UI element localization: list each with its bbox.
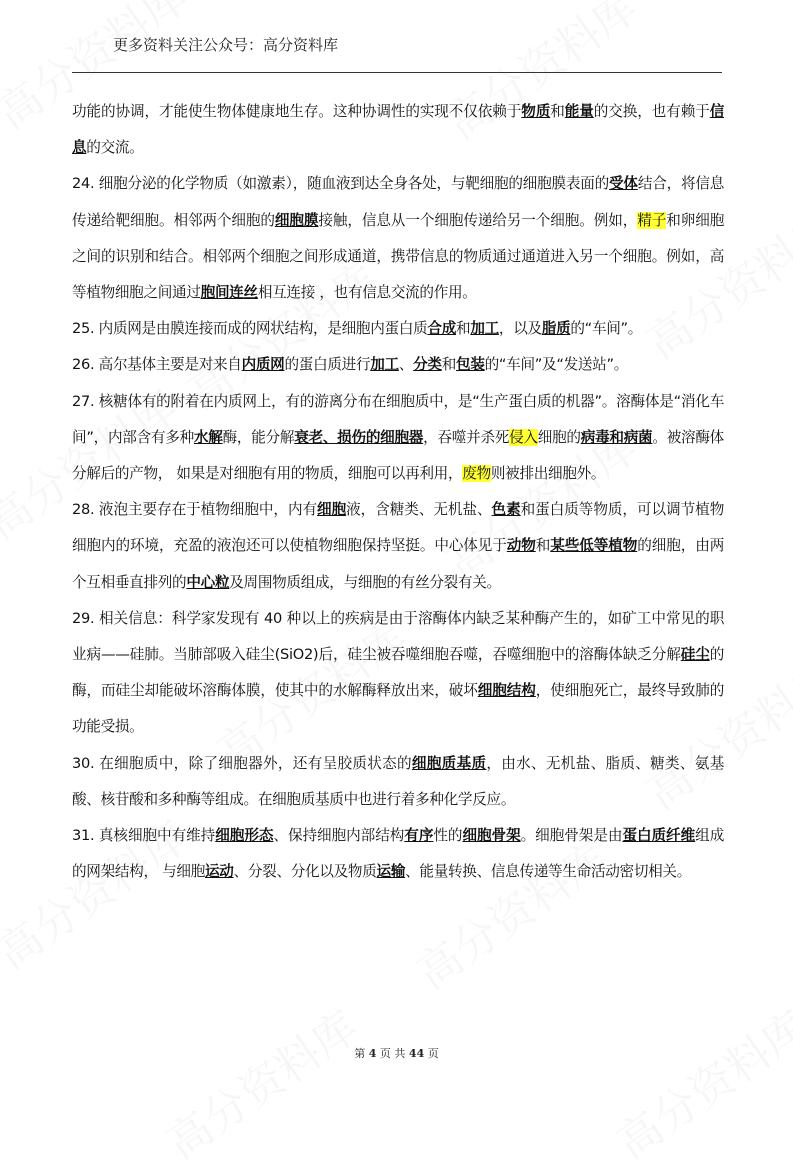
paragraph-31: 31. 真核细胞中有维持细胞形态、保持细胞内部结构有序性的细胞骨架。细胞骨架是由蛋白质纤维组成的网架结构， 与细胞运动、分裂、分化以及物质运输、能量转换、信息传递等生命活动密切相关。 [72,827,724,881]
keyword: 有序 [404,827,434,845]
keyword: 能量 [564,103,594,120]
keyword: 包装 [456,356,485,374]
keyword: 脂质 [541,320,571,338]
highlight: 精子 [637,211,667,229]
keyword: 水解 [193,428,223,446]
page-number: 4 [368,1047,377,1060]
keyword: 细胞膜 [274,211,319,229]
keyword: 运输 [376,863,406,881]
keyword: 细胞结构 [477,682,536,700]
keyword: 细胞形态 [215,827,274,845]
keyword: 信息 [72,103,725,157]
keyword: 细胞质基质 [411,754,487,772]
keyword: 细胞 [317,501,347,519]
header-divider [72,72,722,73]
page-total: 44 [408,1047,425,1060]
keyword: 加工 [470,320,499,338]
keyword: 受体 [609,175,638,193]
paragraph-24: 24. 细胞分泌的化学物质（如激素），随血液到达全身各处，与靶细胞的细胞膜表面的受体结合，将信息传递给靶细胞。相邻两个细胞的细胞膜接触，信息从一个细胞传递给另一个细胞。例如，精子和卵细胞之间的识别和结合。相邻两个细胞之间形成通道，携带信息的物质通过通道进入另一个细胞。例如，高等植物细胞之间通过胞间连丝相互连接 ，也有信息交流的作用。 [72,175,725,302]
paragraph-27: 27. 核糖体有的附着在内质网上，有的游离分布在细胞质中，是“生产蛋白质的机器”。溶酶体是“消化车间”，内部含有多种水解酶，能分解衰老、损伤的细胞器，吞噬并杀死侵入细胞的病毒和病菌。被溶酶体分解后的产物， 如果是对细胞有用的物质，细胞可以再利用，废物则被排出细胞外。 [72,392,724,483]
keyword: 合成 [427,320,457,338]
keyword: 内质网 [241,356,285,374]
keyword: 分类 [413,356,442,374]
page-header: 更多资料关注公众号：高分资料库 [113,36,339,54]
highlight: 废物 [462,465,491,483]
paragraph-28: 28. 液泡主要存在于植物细胞中，内有细胞液，含糖类、无机盐、色素和蛋白质等物质，可以调节植物细胞内的环境，充盈的液泡还可以使植物细胞保持坚挺。中心体见于动物和某些低等植物的细胞，由两个互相垂直排列的中心粒及周围物质组成，与细胞的有丝分裂有关。 [72,501,725,591]
keyword: 胞间连丝 [200,284,258,302]
keyword: 物质 [521,103,551,120]
keyword: 细胞骨架 [462,827,521,845]
page-footer: 第 4 页 共 44 页 [354,1047,439,1060]
keyword: 色素 [491,501,521,519]
keyword: 某些低等植物 [550,537,638,555]
paragraph-intro: 功能的协调，才能使生物体健康地生存。这种协调性的实现不仅依赖于物质和能量的交换，也有赖于信息的交流。 [72,103,725,157]
document-body [72,94,724,890]
watermark [152,993,369,1171]
watermark [602,993,793,1171]
keyword: 硅尘 [680,646,710,664]
paragraph-26: 26. 高尔基体主要是对来自内质网的蛋白质进行加工、分类和包装的“车间”及“发送站”。 [72,356,629,374]
keyword: 蛋白质纤维 [622,827,696,845]
paragraph-25: 25. 内质网是由膜连接而成的网状结构，是细胞内蛋白质合成和加工，以及脂质的“车间”。 [72,320,643,338]
keyword: 动物 [506,537,536,555]
highlight: 侵入 [509,428,538,446]
paragraph-30: 30. 在细胞质中，除了细胞器外，还有呈胶质状态的细胞质基质，由水、无机盐、脂质、糖类、氨基酸、核苷酸和多种酶等组成。在细胞质基质中也进行着多种化学反应。 [72,754,724,808]
keyword: 运动 [204,863,234,881]
keyword: 中心粒 [186,573,230,591]
keyword: 衰老、损伤的细胞器 [294,428,424,446]
keyword: 加工 [370,356,399,374]
keyword: 病毒和病菌 [580,428,653,446]
paragraph-29: 29. 相关信息：科学家发现有 40 种以上的疾病是由于溶酶体内缺乏某种酶产生的，如矿工中常见的职业病——硅肺。当肺部吸入硅尘(SiO2)后，硅尘被吞噬细胞吞噬，吞噬细胞中的溶酶体缺乏分解硅尘的酶，而硅尘却能破坏溶酶体膜，使其中的水解酶释放出来，破坏细胞结构，使细胞死亡，最终导致肺的功能受损。 [72,609,724,736]
